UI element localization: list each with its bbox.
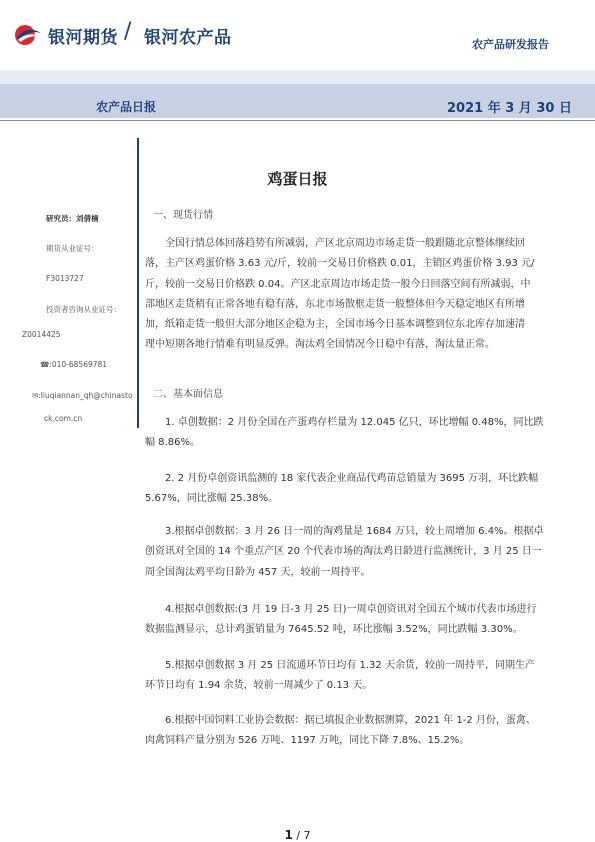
text-line: 落，主产区鸡蛋价格 3.63 元/斤，较前一交易日价格跌 0.01，主销区鸡蛋价格 3.93 元/ <box>145 258 535 270</box>
text-line: 1. 卓创数据：2 月份全国在产蛋鸡存栏量为 12.045 亿只，环比增幅 0.48%，同比跌 <box>165 417 544 428</box>
text-line: 数据监测显示，总计鸡蛋销量为 7645.52 吨，环比涨幅 3.52%，同比跌幅 3.30%。 <box>145 624 523 636</box>
list-item <box>145 600 573 641</box>
text-line: 加，纸箱走货一般但大部分地区企稳为主，全国市场今日基本调整到位东北库存加速清 <box>145 319 525 331</box>
text-line: 3.根据卓创数据：3 月 26 日一周的淘鸡量是 1684 万只，较上周增加 6.4%。根据卓 <box>165 526 544 537</box>
researcher-label: 研究员： <box>46 214 76 223</box>
text-line: 6.根据中国饲料工业协会数据：据已填报企业数据测算，2021 年 1-2 月份，蛋禽、 <box>165 715 536 726</box>
page-current: 1 <box>284 828 293 842</box>
researcher <box>46 213 99 224</box>
page-number <box>0 828 595 842</box>
report-type: 农产品研发报告 <box>472 38 549 51</box>
text-line: 5.根据卓创数据 3 月 25 日流通环节日均有 1.32 天余货，较前一周持平，同期生产 <box>165 660 535 671</box>
list-item <box>145 522 573 583</box>
band-title: 农产品日报 <box>96 100 157 114</box>
header-band-top <box>0 70 595 84</box>
text-line: 周全国淘汰鸡平均日龄为 457 天，较前一周持平。 <box>145 566 371 578</box>
logo-icon <box>14 24 42 46</box>
section-heading-spot: 一、现货行情 <box>153 210 213 221</box>
text-line: 环节日均有 1.94 余货，较前一周减少了 0.13 天。 <box>145 680 373 692</box>
list-item <box>145 469 573 510</box>
spot-paragraph <box>145 234 573 356</box>
brand-separator: / <box>124 19 132 44</box>
advisor-cert: Z0014425 <box>22 330 61 339</box>
text-line: 2. 2 月份卓创资讯监测的 18 家代表企业商品代鸡苗总销量为 3695 万羽，环比跌幅 <box>165 473 539 484</box>
header-divider <box>0 120 595 121</box>
text-line: 理中短期各地行情难有明显反弹。淘汰鸡全国情况今日稳中有落，淘汰量正常。 <box>145 339 495 351</box>
text-line: 4.根据卓创数据:(3 月 19 日-3 月 25 日)一周卓创资讯对全国五个城市代表市场进行 <box>165 604 537 615</box>
report-date: 2021 年 3 月 30 日 <box>447 101 572 116</box>
phone: ☎:010-68569781 <box>40 360 108 369</box>
text-line: 5.67%，同比涨幅 25.38%。 <box>145 493 279 505</box>
doc-title: 鸡蛋日报 <box>267 170 328 188</box>
list-item <box>145 711 573 752</box>
email-line-2[interactable]: ck.com.cn <box>44 414 83 423</box>
list-item <box>145 656 573 697</box>
list-item <box>145 413 573 454</box>
futures-cert: F3013727 <box>46 274 84 283</box>
text-line: 幅 8.86%。 <box>145 437 200 449</box>
brand-name: 银河期货 <box>48 28 118 48</box>
text-line: 全国行情总体回落趋势有所减弱，产区北京周边市场走货一般跟随北京整体继续回 <box>165 238 525 249</box>
section-heading-fundamentals: 二、基本面信息 <box>153 389 223 400</box>
email-line-1[interactable]: ✉:liuqiannan_qh@chinastо <box>32 391 133 400</box>
advisor-cert-label: 投资者咨询从业证号： <box>46 305 121 314</box>
brand-subname: 银河农产品 <box>144 28 232 48</box>
page-separator: / <box>296 829 301 842</box>
page-total: 7 <box>303 829 311 842</box>
text-line: 斤，较前一交易日价格跌 0.04。产区北京周边市场走货一般今日回落空间有所减弱，中 <box>145 278 531 290</box>
text-line: 肉禽饲料产量分别为 526 万吨、1197 万吨，同比下降 7.8%、15.2%。 <box>145 735 470 747</box>
text-line: 部地区走货稍有正常各地有稳有落，东北市场散框走货一般整体但今天稳定地区有所增 <box>145 298 525 310</box>
futures-cert-label: 期货从业证号： <box>46 244 99 253</box>
text-line: 创资讯对全国的 14 个重点产区 20 个代表市场的淘汰鸡日龄进行监测统计，3 月 25 日一 <box>145 546 542 558</box>
researcher-name: 刘倩楠 <box>76 214 99 223</box>
